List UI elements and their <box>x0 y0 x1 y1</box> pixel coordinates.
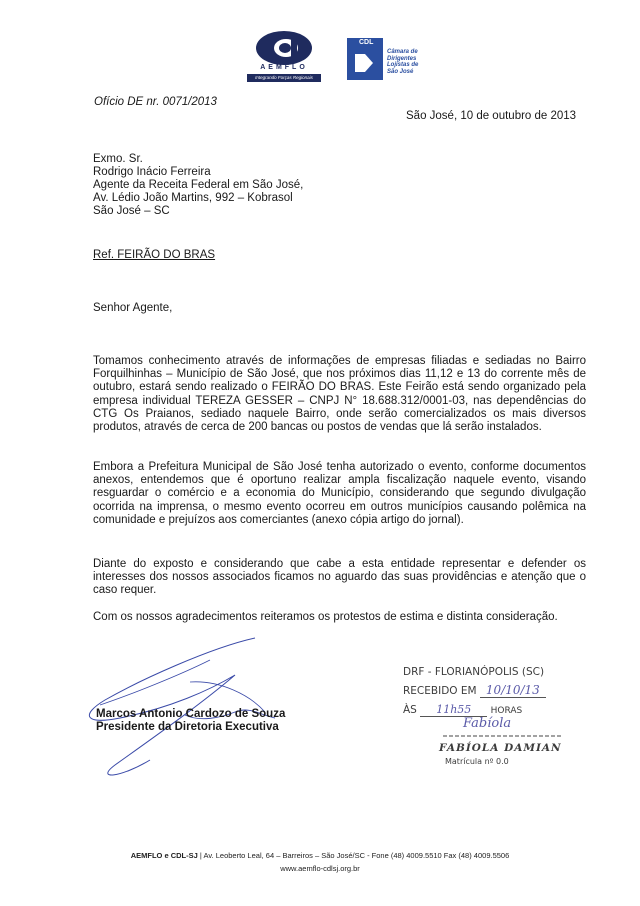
reference-number: Ofício DE nr. 0071/2013 <box>94 96 217 108</box>
recipient-line: Exmo. Sr. <box>93 153 143 165</box>
stamp-time-value: 11h55 <box>420 703 487 717</box>
body-paragraph: Diante do exposto e considerando que cabe a esta entidade representar e defender os interesses dos nossos associados ficamos no aguardo das suas providências e atenção que o caso requer. <box>93 558 586 597</box>
aemflo-emblem-icon <box>255 30 313 66</box>
cdl-line: Dirigentes <box>387 55 417 62</box>
salutation: Senhor Agente, <box>93 302 173 314</box>
stamp-time-row <box>403 703 522 716</box>
cdl-chevron-icon <box>353 52 375 74</box>
body-paragraph: Tomamos conhecimento através de informações de empresas filiadas e sediadas no Bairro Forquilhinhas – Município de São José, que nos próximos dias 11,12 e 13 do corrente mês de outubro, estará sendo realizado o FEIRÃO DO BRAS. Este Feirão está sendo organizado pela empresa individual TEREZA GESSER – CNPJ N° 18.688.312/0001-03, nas dependências do CTG Os Praianos, sediado naquele Bairro, onde serão comercializados os mais diversos produtos, através de cerca de 200 bancas ou postos de vendas que lá serão instalados. <box>93 355 586 434</box>
recipient-block <box>93 153 303 218</box>
cdl-logo <box>347 38 437 82</box>
body-paragraph: Com os nossos agradecimentos reiteramos os protestos de estima e distinta consideração. <box>93 611 558 623</box>
recipient-line: Agente da Receita Federal em São José, <box>93 179 304 191</box>
receipt-stamp <box>403 666 573 776</box>
stamp-time-label: ÀS <box>403 704 417 716</box>
cdl-line: São José <box>387 68 414 75</box>
cdl-line: Câmara de <box>387 49 418 55</box>
cdl-name-lines <box>387 49 418 75</box>
stamp-office: DRF - FLORIANÓPOLIS (SC) <box>403 666 545 678</box>
letter-date: São José, 10 de outubro de 2013 <box>406 110 577 122</box>
aemflo-wordmark: AEMFLO <box>260 64 308 71</box>
stamp-received-label: RECEBIDO EM <box>403 685 477 697</box>
stamp-divider <box>443 732 563 740</box>
page-footer <box>0 849 640 875</box>
stamp-time-suffix: HORAS <box>490 706 523 716</box>
cdl-line: Lojistas de <box>387 62 419 68</box>
recipient-line: São José – SC <box>93 205 170 217</box>
subject-line: Ref. FEIRÃO DO BRAS <box>93 249 216 261</box>
aemflo-logo <box>243 30 325 84</box>
aemflo-tagline: Integrando Forças Regionais <box>247 74 321 82</box>
stamp-received-date: 10/10/13 <box>480 683 546 698</box>
footer-address: | Av. Leoberto Leal, 64 – Barreiros – São José/SC - Fone (48) 4009.5510 Fax (48) 4009.5506 <box>197 851 510 860</box>
signatory-block <box>96 708 285 734</box>
footer-org: AEMFLO e CDL-SJ <box>130 851 198 860</box>
cdl-box-label: CDL <box>359 39 374 46</box>
stamp-officer-name: FABÍOLA DAMIAN <box>439 742 562 754</box>
signatory-title: Presidente da Diretoria Executiva <box>96 721 279 733</box>
stamp-registration: Matrícula nº 0.0 <box>445 757 509 766</box>
stamp-received-row <box>403 683 546 697</box>
signatory-name: Marcos Antonio Cardozo de Souza <box>96 708 286 720</box>
footer-address-line <box>0 849 640 862</box>
footer-website: www.aemflo-cdlsj.org.br <box>280 864 360 873</box>
body-paragraph: Embora a Prefeitura Municipal de São José tenha autorizado o evento, conforme documentos anexos, entendemos que é oportuno realizar ampla fiscalização naquele evento, visando resguardar o comércio e a economia do Município, considerando que segundo divulgação ocorrida na imprensa, o mesmo evento ocorreu em outros municípios causando polêmica na comunidade e prejuízos aos comerciantes (anexo cópia artigo do jornal). <box>93 461 586 526</box>
stamp-handwritten-signature: Fabíola <box>463 716 512 731</box>
recipient-line: Av. Lédio João Martins, 992 – Kobrasol <box>93 192 293 204</box>
recipient-line: Rodrigo Inácio Ferreira <box>93 166 211 178</box>
